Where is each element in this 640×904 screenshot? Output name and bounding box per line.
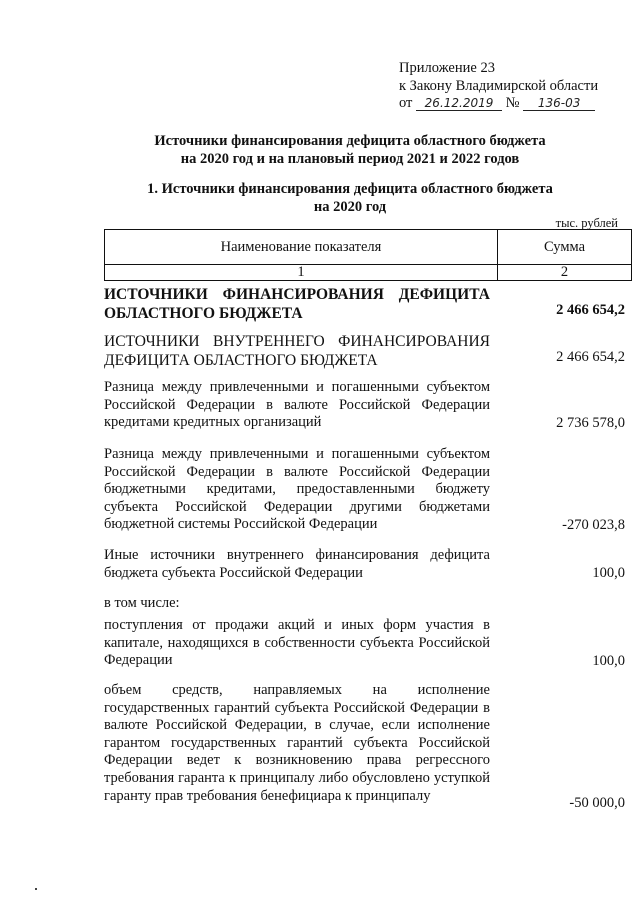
row-value: -270 023,8 <box>562 517 625 533</box>
appendix-number: Приложение 23 <box>399 60 495 76</box>
row-name: поступления от продажи акций и иных форм участия в капитале, находящихся в собственности субъекта Российской Федерации <box>104 617 490 669</box>
row-value: 100,0 <box>592 653 625 669</box>
table-row <box>104 332 631 370</box>
table-row <box>104 617 631 670</box>
appendix-law: к Закону Владимирской области <box>399 77 599 94</box>
appendix-date-line <box>399 95 598 113</box>
table-row <box>104 682 631 812</box>
handwritten-date: 26.12.2019 <box>416 96 502 111</box>
row-value: 2 736 578,0 <box>556 415 625 431</box>
row-name: ИСТОЧНИКИ ВНУТРЕННЕГО ФИНАНСИРОВАНИЯ ДЕФИЦИТА ОБЛАСТНОГО БЮДЖЕТА <box>104 333 490 369</box>
from-label: от <box>399 95 413 111</box>
table-header <box>104 229 632 281</box>
title-line-1: Источники финансирования дефицита областного бюджета <box>154 133 546 149</box>
row-value: 2 466 654,2 <box>556 302 625 318</box>
number-label: № <box>505 95 520 111</box>
row-name: Разница между привлеченными и погашенными субъектом Российской Федерации в валюте Российской Федерации кредитами кредитных организаций <box>104 379 490 431</box>
handwritten-number: 136-03 <box>523 96 595 111</box>
row-value: 2 466 654,2 <box>556 349 625 365</box>
row-name: Разница между привлеченными и погашенными субъектом Российской Федерации в валюте Российской Федерации бюджетными кредитами, предоставленными бюджету субъекта Российской Федерации другими бюджетами бюджетной системы Российской Федерации <box>104 446 490 533</box>
column-header-sum: Сумма <box>498 230 632 265</box>
row-name: Иные источники внутреннего финансирования дефицита бюджета субъекта Российской Федерации <box>104 547 490 581</box>
column-number-2: 2 <box>498 265 632 281</box>
title-line-2: на 2020 год и на плановый период 2021 и 2022 годов <box>180 151 520 167</box>
table-row <box>104 285 631 323</box>
row-name: в том числе: <box>104 595 180 611</box>
row-name: объем средств, направляемых на исполнение государственных гарантий субъекта Российской Федерации в валюте Российской Федерации, в случае, если исполнение гарантом государственных гарантий субъекта Российской Федерации ведет к возникновению права регрессного требования гаранта к принципалу либо обусловлено уступкой гаранту прав требования бенефициара к принципалу <box>104 682 490 804</box>
row-name: ИСТОЧНИКИ ФИНАНСИРОВАНИЯ ДЕФИЦИТА ОБЛАСТНОГО БЮДЖЕТА <box>104 286 490 322</box>
table-row <box>104 547 631 582</box>
scan-speck <box>35 888 37 890</box>
section-line-2: на 2020 год <box>313 199 387 215</box>
appendix-header <box>399 60 598 113</box>
column-number-1: 1 <box>105 265 498 281</box>
column-header-name: Наименование показателя <box>105 230 498 265</box>
table-row <box>104 446 631 534</box>
table-row <box>104 595 631 613</box>
units-label: тыс. рублей <box>555 216 618 230</box>
table-row <box>104 379 631 432</box>
row-value: -50 000,0 <box>569 795 625 811</box>
row-value: 100,0 <box>592 565 625 581</box>
document-title <box>100 132 600 168</box>
section-line-1: 1. Источники финансирования дефицита областного бюджета <box>147 181 553 197</box>
section-title <box>100 180 600 216</box>
